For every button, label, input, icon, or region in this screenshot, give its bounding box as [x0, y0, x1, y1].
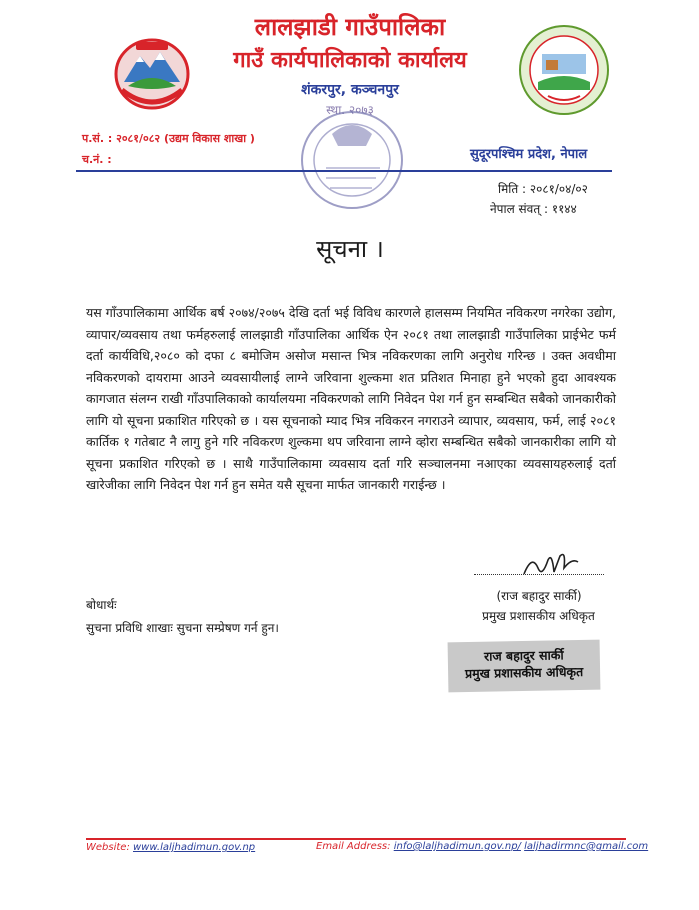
- signature-icon: [520, 548, 582, 582]
- notice-title: सूचना ।: [316, 235, 384, 263]
- office-title-line2: गाउँ कार्यपालिकाको कार्यालय: [233, 48, 467, 73]
- established-year: स्था. २०७३: [326, 103, 374, 117]
- website-label: Website:: [86, 842, 133, 853]
- website-link[interactable]: www.laljhadimun.gov.np: [133, 842, 256, 853]
- office-address: शंकरपुर, कञ्चनपुर: [301, 82, 399, 98]
- email-label: Email Address:: [316, 841, 394, 852]
- signatory-name: (राज बहादुर सार्की): [496, 589, 582, 603]
- email-link-2[interactable]: laljhadirmnc@gmail.com: [524, 841, 649, 852]
- municipality-logo-icon: [518, 24, 610, 116]
- stamp-name: राज बहादुर सार्की: [483, 647, 564, 664]
- notice-date: मिति : २०८१/०४/०२: [498, 182, 588, 196]
- cc-recipient: सुचना प्रविधि शाखाः सुचना सम्प्रेषण गर्न हुन।: [86, 621, 279, 635]
- email-link-1[interactable]: info@laljhadimun.gov.np/: [393, 841, 521, 852]
- office-title-line1: लालझाडी गाउँपालिका: [254, 13, 446, 41]
- nepal-sambat-year: नेपाल संवत् : ११४४: [490, 202, 577, 216]
- name-stamp: [448, 640, 601, 693]
- fiscal-reference: प.सं. : २०८१/०८२ (उद्यम विकास शाखा ): [82, 132, 255, 145]
- header-divider: [76, 170, 612, 172]
- province-name: सुदूरपश्चिम प्रदेश, नेपाल: [470, 147, 588, 162]
- footer-email: [316, 841, 648, 852]
- cc-label: बोधार्थः: [86, 598, 117, 612]
- dispatch-number: च.नं. :: [82, 153, 112, 166]
- footer-website: [86, 842, 255, 853]
- notice-body: यस गाँउपालिकामा आर्थिक बर्ष २०७४/२०७५ देखि दर्ता भई विविध कारणले हालसम्म नियमित नविकरण नगरेका उद्योग, व्यापार/व्यवसाय तथा फर्महरुलाई लालझाडी गाँउपालिका आर्थिक ऐन २०८१ तथा लालझाडी गाउँपालिका प्राईभेट फर्म दर्ता कार्यविधि,२०८० को दफा ८ बमोजिम असोज मसान्त भित्र नविकरणका लागि अनुरोध गरिन्छ । उक्त अवधीमा नविकरणको दायरामा आउने व्यवसायीलाई लाग्ने जरिवाना शुल्कमा शत प्रतिशत मिनाहा हुने भएको हुदा आवश्यक कागजात संलग्न राखी गाँउपालिकाको कार्यालयमा नविकरणको लागि निवेदन पेश गर्न हुन सम्बन्धित सबैको जानकारीको लागि यो सूचना प्रकाशित गरिएको छ । यस सूचनाको म्याद भित्र नविकरन नगराउने व्यापार, व्यवसाय, फर्म, लाई २०८१ कार्तिक १ गतेबाट नै लागु हुने गरि नविकरण शुल्कमा थप जरिवाना लाग्ने व्होरा सम्बन्धित सबैको जानकारीका लागि यो सूचना प्रकाशित गरिएको छ । साथै गाउँपालिकामा व्यवसाय दर्ता गरि सञ्चालनमा नआएका व्यवसायहरुलाई दर्ता खारेजीका लागि निवेदन पेश गर्न हुन समेत यसै सूचना मार्फत जानकारी गराईन्छ ।: [86, 305, 616, 492]
- office-seal-icon: [296, 106, 408, 214]
- signatory-post: प्रमुख प्रशासकीय अधिकृत: [482, 609, 595, 623]
- footer-divider: [86, 838, 626, 840]
- stamp-post: प्रमुख प्रशासकीय अधिकृत: [464, 663, 584, 682]
- signature-line: [474, 574, 604, 575]
